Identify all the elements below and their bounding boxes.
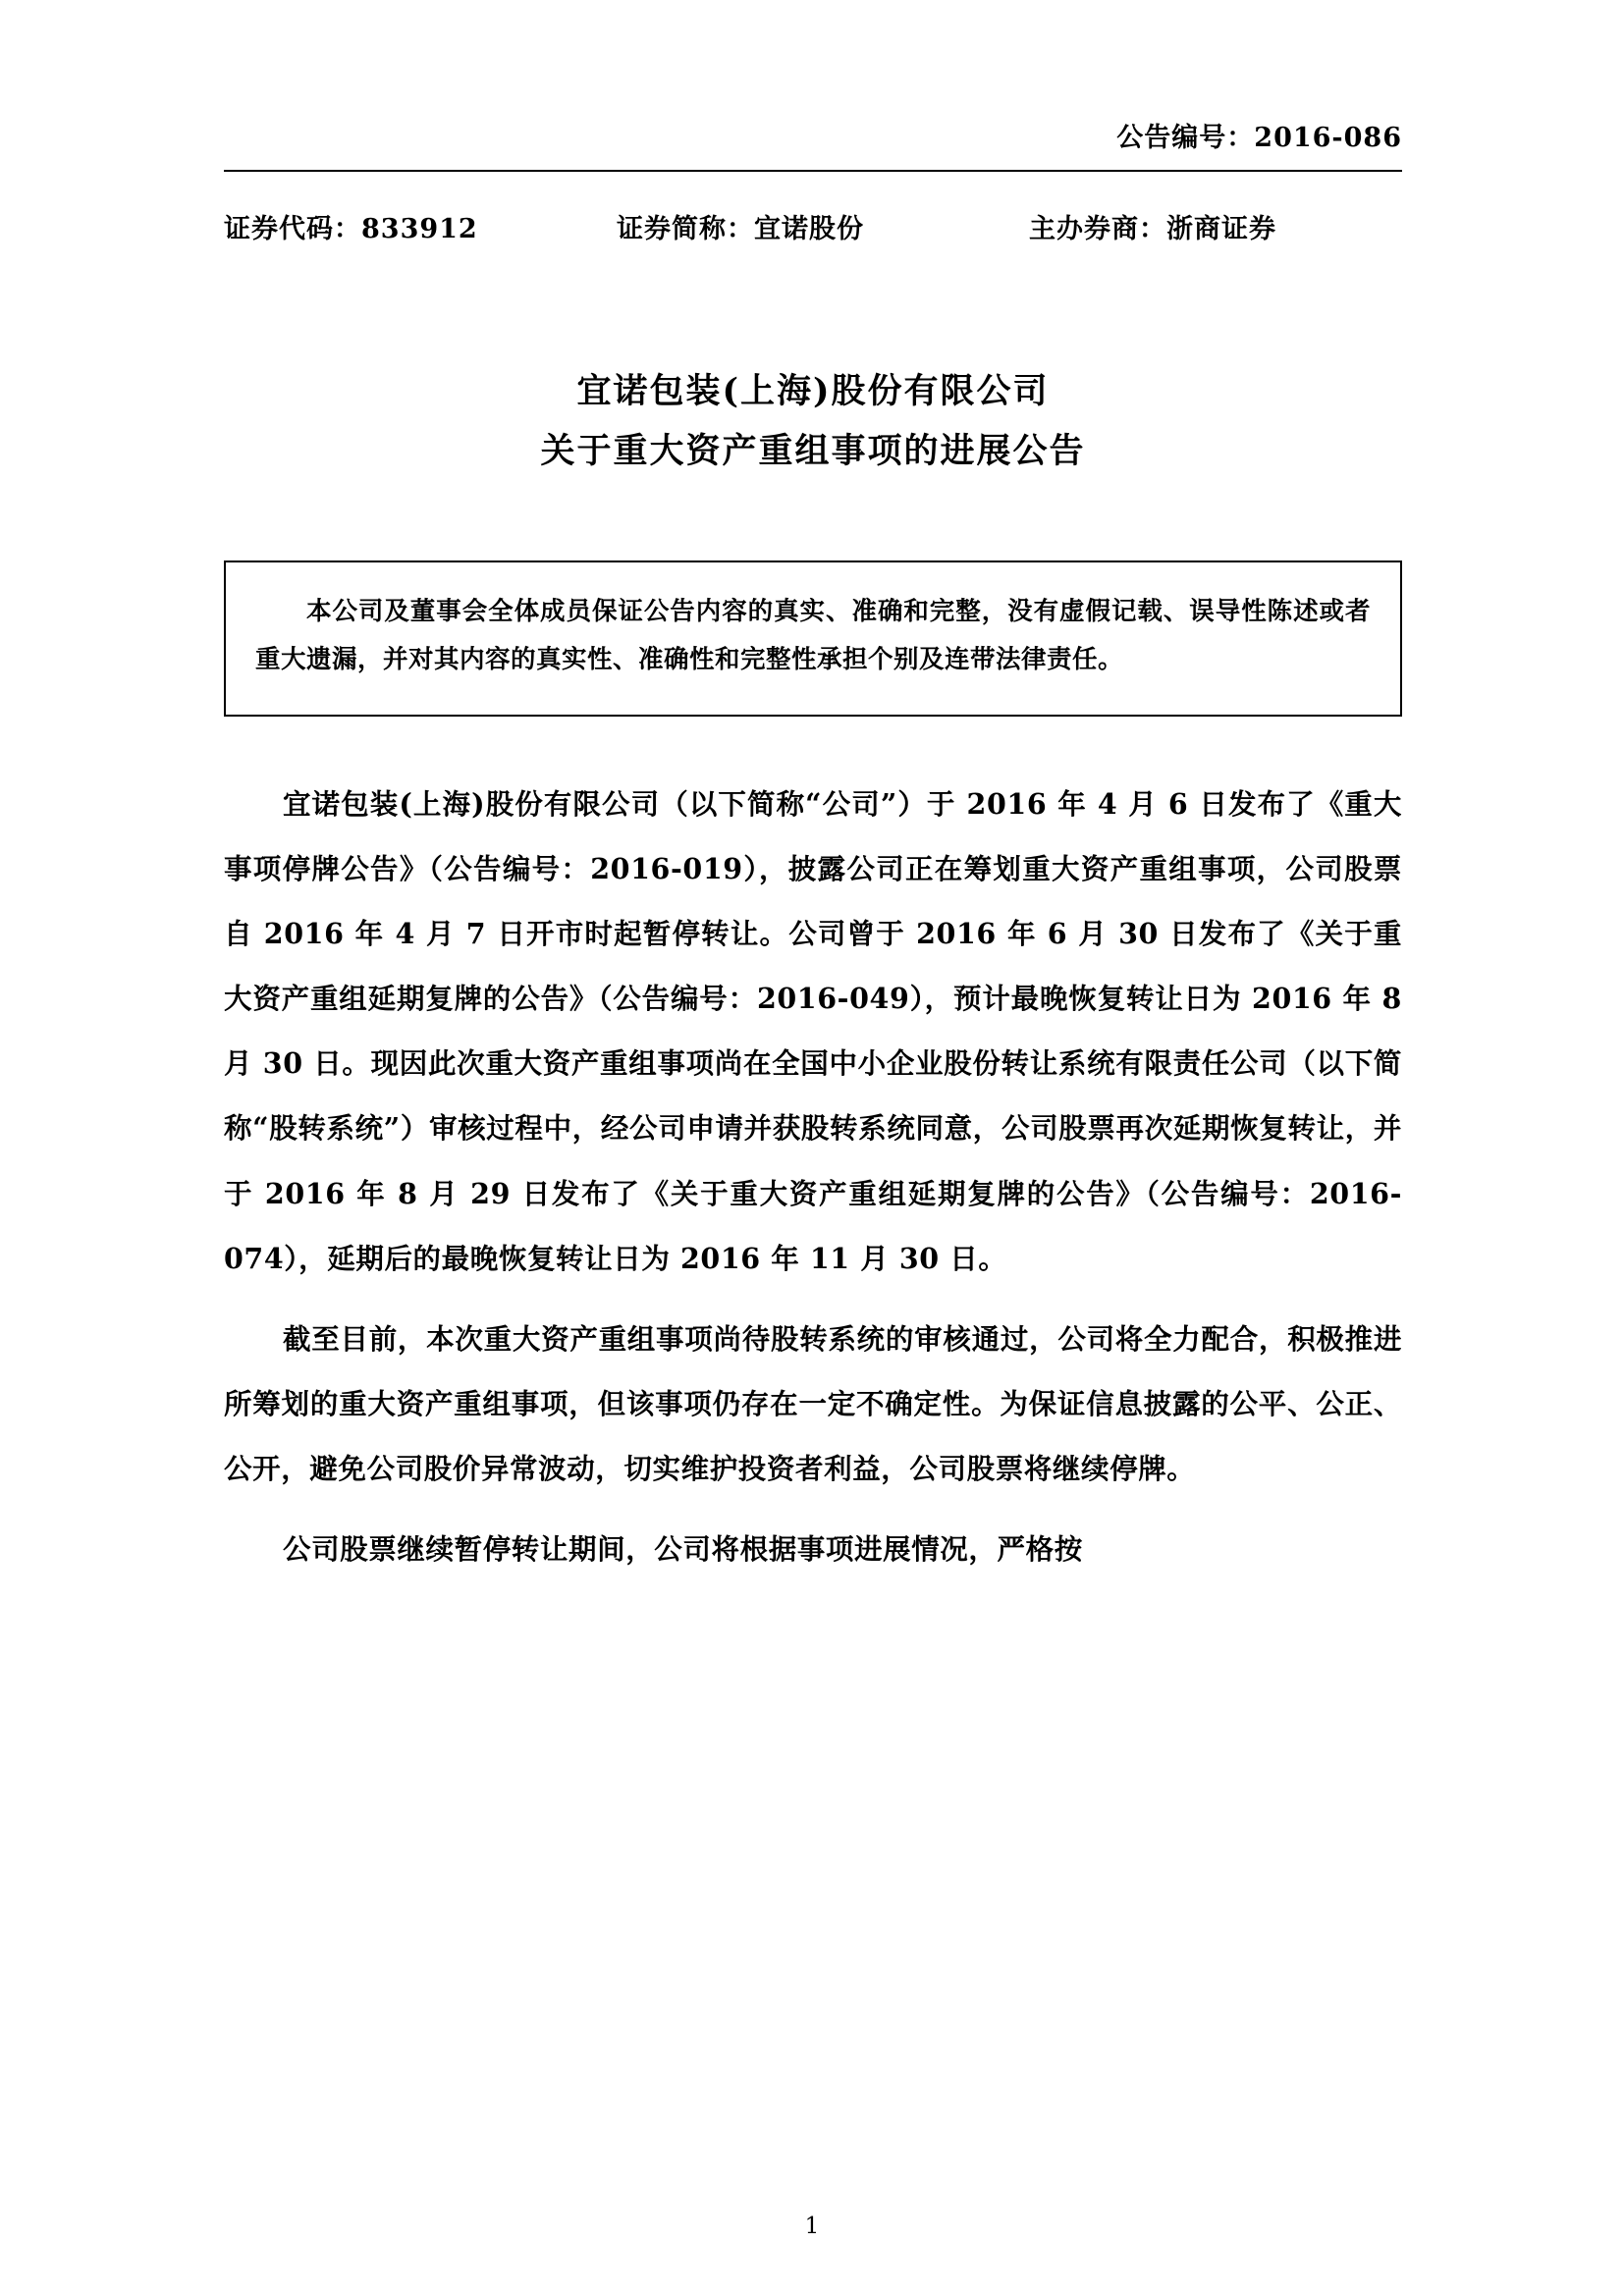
- body-paragraph: 公司股票继续暂停转让期间，公司将根据事项进展情况，严格按: [283, 1532, 1083, 1567]
- page-title: [224, 361, 1402, 482]
- page-number: 1: [804, 2214, 820, 2239]
- security-code: 证券代码：833912: [224, 214, 478, 244]
- security-info-row: [224, 207, 1402, 245]
- body-paragraph: 宜诺包装(上海)股份有限公司（以下简称“公司”）于 2016 年 4 月 6 日发布了《重大事项停牌公告》（公告编号：2016-019），披露公司正在筹划重大资产重组事项，公司股票自 2016 年 4 月 7 日开市时起暂停转让。公司曾于 2016 年 6 月 30 日发布了《关于重大资产重组延期复牌的公告》（公告编号：2016-049），预计最晚恢复转让日为 2016 年 8 月 30 日。现因此次重大资产重组事项尚在全国中小企业股份转让系统有限责任公司（以下简称“股转系统”）审核过程中，经公司申请并获股转系统同意，公司股票再次延期恢复转让，并于 2016 年 8 月 29 日发布了《关于重大资产重组延期复牌的公告》（公告编号：2016-074），延期后的最晚恢复转让日为 2016 年 11 月 30 日。: [224, 786, 1402, 1275]
- page-content: [224, 0, 1402, 1597]
- disclaimer-text: 本公司及董事会全体成员保证公告内容的真实、准确和完整，没有虚假记载、误导性陈述或者重大遗漏，并对其内容的真实性、准确性和完整性承担个别及连带法律责任。: [255, 596, 1371, 675]
- body-paragraph: 截至目前，本次重大资产重组事项尚待股转系统的审核通过，公司将全力配合，积极推进所筹划的重大资产重组事项，但该事项仍存在一定不确定性。为保证信息披露的公平、公正、公开，避免公司股价异常波动，切实维护投资者利益，公司股票将继续停牌。: [224, 1321, 1402, 1486]
- disclaimer-box: [224, 561, 1402, 717]
- title-line-2: 关于重大资产重组事项的进展公告: [540, 431, 1086, 472]
- body-content: [224, 772, 1402, 1581]
- sponsor-broker: 主办券商：浙商证券: [1029, 214, 1276, 244]
- title-line-1: 宜诺包装(上海)股份有限公司: [576, 371, 1050, 411]
- announcement-number: 公告编号：2016-086: [1116, 123, 1402, 153]
- security-short-name: 证券简称：宜诺股份: [617, 214, 864, 244]
- header-divider: [224, 170, 1402, 172]
